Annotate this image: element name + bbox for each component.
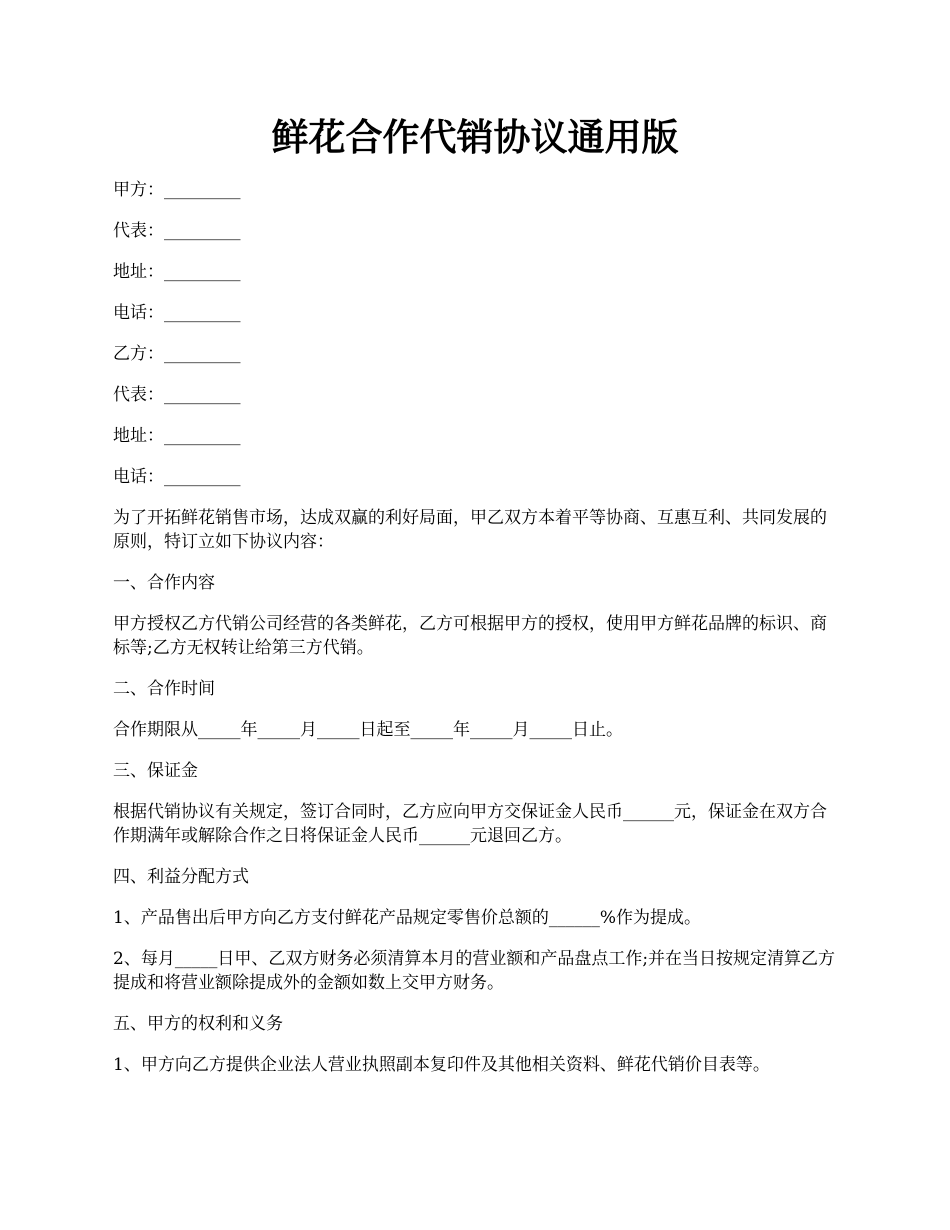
section-heading: 一、合作内容 [113,573,215,593]
party-b-phone-field: 电话：_________ [113,467,241,487]
section-paragraph: 合作期限从_____年_____月_____日起至_____年_____月_____日止。 [113,720,623,740]
document-body [113,178,841,1094]
intro-paragraph: 为了开拓鲜花销售市场，达成双赢的利好局面，甲乙双方本着平等协商、互惠互利、共同发展的原则，特订立如下协议内容： [113,508,827,552]
section-heading: 五、甲方的权利和义务 [113,1014,283,1034]
section-paragraph: 根据代销协议有关规定，签订合同时，乙方应向甲方交保证金人民币______元，保证金在双方合作期满年或解除合作之日将保证金人民币______元退回乙方。 [113,802,827,846]
section-heading: 四、利益分配方式 [113,867,249,887]
section-paragraph: 甲方授权乙方代销公司经营的各类鲜花，乙方可根据甲方的授权，使用甲方鲜花品牌的标识、商标等;乙方无权转让给第三方代销。 [113,614,827,658]
party-a-field: 甲方：_________ [113,180,241,200]
party-a-phone-field: 电话：_________ [113,303,241,323]
party-a-address-field: 地址：_________ [113,262,241,282]
party-b-field: 乙方：_________ [113,344,241,364]
section-paragraph: 2、每月_____日甲、乙双方财务必须清算本月的营业额和产品盘点工作;并在当日按规定清算乙方提成和将营业额除提成外的金额如数上交甲方财务。 [113,949,836,993]
party-b-representative-field: 代表：_________ [113,385,241,405]
section-paragraph: 1、产品售出后甲方向乙方支付鲜花产品规定零售价总额的______%作为提成。 [113,908,701,928]
document-title: 鲜花合作代销协议通用版 [271,115,679,159]
section-paragraph: 1、甲方向乙方提供企业法人营业执照副本复印件及其他相关资料、鲜花代销价目表等。 [113,1055,770,1075]
party-b-address-field: 地址：_________ [113,426,241,446]
section-heading: 二、合作时间 [113,679,215,699]
section-heading: 三、保证金 [113,761,198,781]
party-a-representative-field: 代表：_________ [113,221,241,241]
